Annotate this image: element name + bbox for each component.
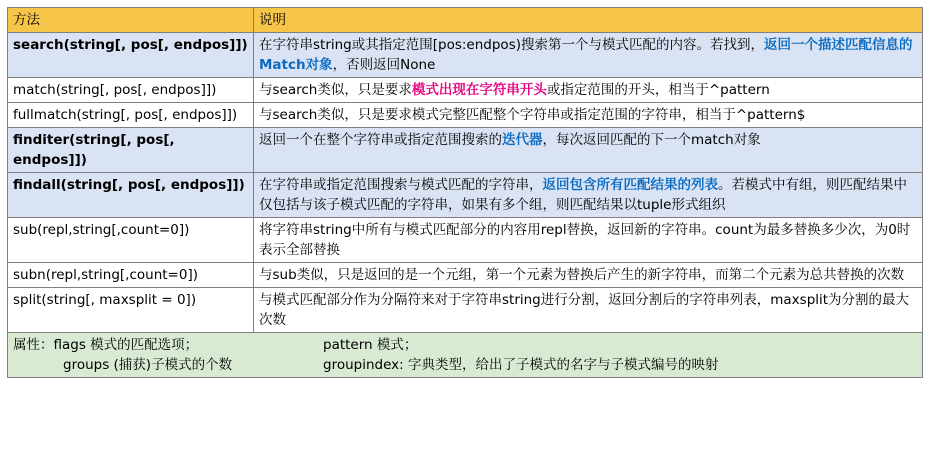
method-description (254, 103, 923, 128)
table-row (8, 33, 923, 78)
desc-text: 或指定范围的开头，相当于^pattern (546, 82, 770, 98)
desc-text: 在字符串string或其指定范围[pos:endpos)搜索第一个与模式匹配的内容。若找到， (259, 37, 764, 53)
desc-highlight: 返回一个描述匹配信息的Match对象 (259, 37, 913, 73)
table-row (8, 78, 923, 103)
attributes-grid (13, 335, 917, 375)
table-row (8, 128, 923, 173)
attr-pattern: pattern 模式； (323, 337, 418, 353)
desc-highlight: 返回包含所有匹配结果的列表 (542, 177, 718, 193)
attr-flags: 属性：flags 模式的匹配选项； (13, 337, 199, 353)
method-name: search(string[, pos[, endpos]]) (8, 33, 254, 78)
table-row (8, 263, 923, 288)
desc-text: 将字符串string中所有与模式匹配部分的内容用repl替换，返回新的字符串。count为最多替换多少次，为0时表示全部替换 (259, 222, 911, 258)
attr-groups: groups (捕获)子模式的个数 (63, 357, 233, 373)
method-description (254, 288, 923, 333)
header-row (8, 8, 923, 33)
table-row (8, 288, 923, 333)
regex-methods-table (7, 7, 923, 378)
desc-text: ，否则返回None (332, 57, 436, 73)
attr-groupindex: groupindex: 字典类型，给出了子模式的名字与子模式编号的映射 (323, 357, 719, 373)
desc-text: 与模式匹配部分作为分隔符来对于字符串string进行分割，返回分割后的字符串列表，maxsplit为分割的最大次数 (259, 292, 910, 328)
attributes-row (8, 333, 923, 378)
table-row (8, 173, 923, 218)
header-description: 说明 (254, 8, 923, 33)
method-name: sub(repl,string[,count=0]) (8, 218, 254, 263)
method-name: subn(repl,string[,count=0]) (8, 263, 254, 288)
method-description (254, 128, 923, 173)
header-method: 方法 (8, 8, 254, 33)
method-name: finditer(string[, pos[, endpos]]) (8, 128, 254, 173)
method-description (254, 218, 923, 263)
desc-text: 与sub类似，只是返回的是一个元组，第一个元素为替换后产生的新字符串，而第二个元素为总共替换的次数 (259, 267, 905, 283)
table-row (8, 103, 923, 128)
method-description (254, 173, 923, 218)
desc-text: 与search类似，只是要求 (259, 82, 412, 98)
desc-text: 在字符串或指定范围搜索与模式匹配的字符串， (259, 177, 543, 193)
desc-text: ，每次返回匹配的下一个match对象 (542, 132, 761, 148)
desc-text: 。若模式中有组，则匹配结果中仅包括与该子模式匹配的字符串，如果有多个组，则匹配结果以tuple形式组织 (259, 177, 907, 213)
desc-text: 返回一个在整个字符串或指定范围搜索的 (259, 132, 502, 148)
method-name: fullmatch(string[, pos[, endpos]]) (8, 103, 254, 128)
method-description (254, 78, 923, 103)
desc-text: 与search类似，只是要求模式完整匹配整个字符串或指定范围的字符串，相当于^pattern$ (259, 107, 806, 123)
desc-highlight: 迭代器 (502, 132, 543, 148)
method-name: findall(string[, pos[, endpos]]) (8, 173, 254, 218)
attributes-cell (8, 333, 923, 378)
table-row (8, 218, 923, 263)
method-description (254, 263, 923, 288)
method-name: split(string[, maxsplit = 0]) (8, 288, 254, 333)
method-name: match(string[, pos[, endpos]]) (8, 78, 254, 103)
desc-highlight: 模式出现在字符串开头 (411, 82, 547, 98)
method-description (254, 33, 923, 78)
